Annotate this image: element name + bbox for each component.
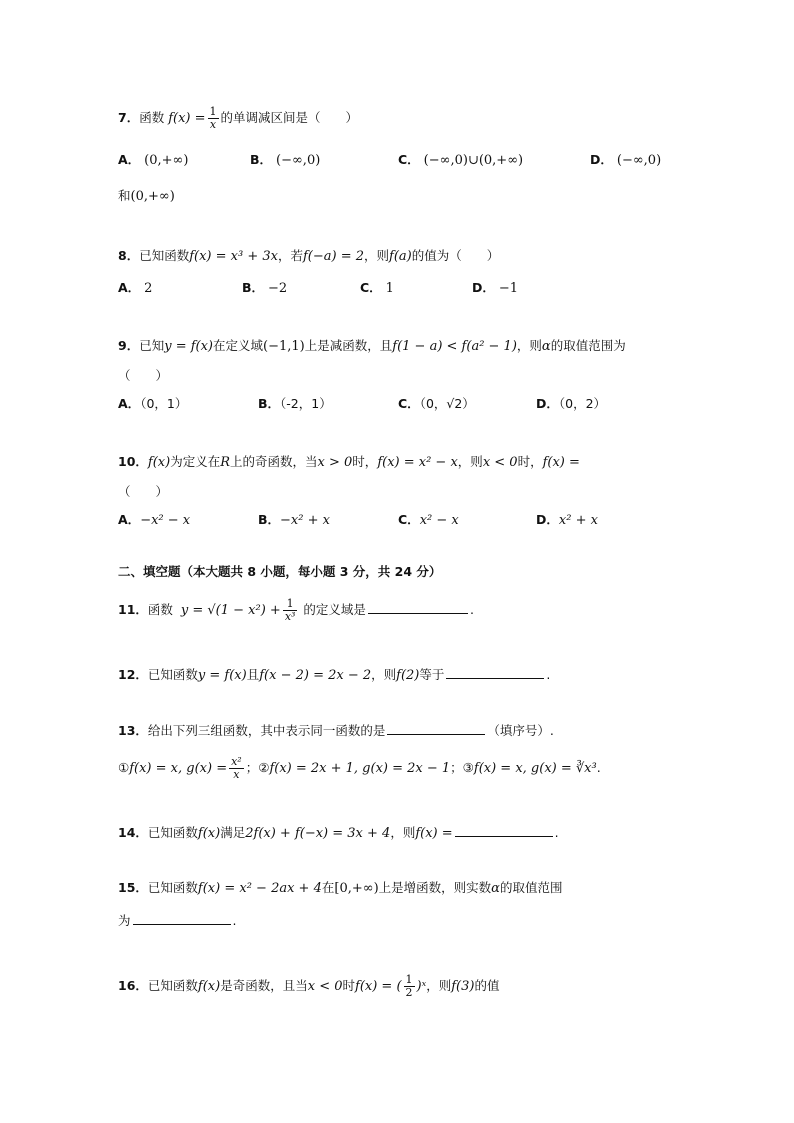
q10-stem: 10．f(x)为定义在R上的奇函数，当x > 0时，f(x) = x² − x，则x < 0时，f(x) =	[118, 454, 580, 470]
q10-option-d: D．x² + x	[536, 512, 598, 528]
q8-option-a: A． 2	[118, 280, 153, 296]
q13-stem: 13．给出下列三组函数，其中表示同一函数的是 （填序号）.	[118, 720, 554, 741]
q16-stem: 16．已知函数f(x)是奇函数，且当x < 0时f(x) = ( $\frac{1}{2}$ )ˣ，则f(3)的值	[118, 973, 500, 999]
q8-stem: 8．已知函数f(x) = x³ + 3x，若f(−a) = 2，则f(a)的值为（ ）	[118, 248, 500, 264]
q9-option-c: C．（0，√2）	[398, 396, 475, 411]
q14-answer-blank[interactable]	[455, 822, 553, 837]
q10-option-a: A．−x² − x	[118, 512, 191, 528]
q15-continuation: 为 .	[118, 910, 237, 931]
q9-option-b: B．（-2，1）	[258, 396, 332, 411]
q8-option-c: C． 1	[360, 280, 394, 296]
q12-stem: 12．已知函数y = f(x)且f(x − 2) = 2x − 2，则f(2)等于 .	[118, 664, 550, 686]
fraction: $\frac{1}{x}$	[209, 105, 217, 131]
q8-option-b: B． −2	[242, 280, 288, 296]
q10-option-b: B．−x² + x	[258, 512, 330, 528]
q9-option-d: D．（0，2）	[536, 396, 607, 411]
q7-stem: 7．函数 f(x) = $\frac{1}{x}$ 的单调减区间是（ ）	[118, 105, 359, 131]
q7-option-d: D． (−∞,0)	[590, 152, 662, 168]
fraction: $\frac{1}{\text{x³}}$	[284, 597, 296, 623]
q11-answer-blank[interactable]	[368, 599, 468, 614]
q9-paren: （ ）	[118, 368, 169, 383]
section-heading: 二、填空题（本大题共 8 小题，每小题 3 分，共 24 分）	[118, 564, 442, 579]
q13-items: ①f(x) = x, g(x) = $\frac{\text{x²}}{x}$ ；②f(x) = 2x + 1, g(x) = 2x − 1；③f(x) = x, g(x) = ∛x³.	[118, 755, 601, 781]
q7-number: 7．	[118, 110, 140, 125]
q11-stem: 11．函数 y = √(1 − x²) + $\frac{1}{\text{x³}}$ 的定义域是 .	[118, 597, 474, 623]
q10-paren: （ ）	[118, 484, 169, 499]
q13-answer-blank[interactable]	[387, 720, 485, 735]
q10-option-c: C．x² − x	[398, 512, 459, 528]
q7-option-b: B． (−∞,0)	[250, 152, 321, 168]
q9-option-a: A．（0，1）	[118, 396, 188, 411]
q9-stem: 9．已知y = f(x)在定义域(−1,1)上是减函数，且f(1 − a) < f(a² − 1)，则α的取值范围为	[118, 338, 626, 354]
fraction: $\frac{\text{x²}}{x}$	[231, 755, 242, 781]
q8-option-d: D． −1	[472, 280, 519, 296]
q7-option-c: C． (−∞,0)∪(0,+∞)	[398, 152, 524, 168]
q12-answer-blank[interactable]	[446, 664, 544, 679]
q15-answer-blank[interactable]	[133, 910, 231, 925]
q14-stem: 14．已知函数f(x)满足2f(x) + f(−x) = 3x + 4，则f(x) = .	[118, 822, 559, 844]
q7-continuation: 和(0,+∞)	[118, 188, 175, 204]
fraction: $\frac{1}{2}$	[405, 973, 413, 999]
q7-option-a: A． (0,+∞)	[118, 152, 189, 168]
q15-stem: 15．已知函数f(x) = x² − 2ax + 4在[0,+∞)上是增函数，则实数α的取值范围	[118, 880, 563, 896]
